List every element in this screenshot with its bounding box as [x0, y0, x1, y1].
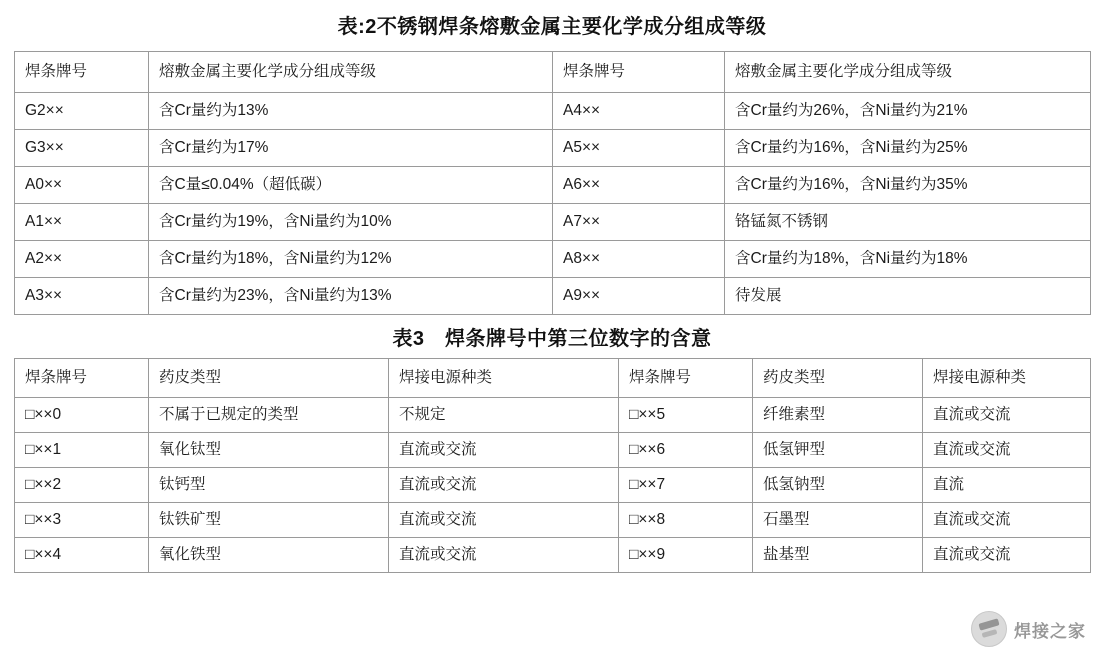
- table-stainless-steel-composition: [14, 51, 1091, 315]
- table-cell: A7××: [553, 204, 725, 241]
- table-cell: □××9: [619, 538, 753, 573]
- table-cell: A5××: [553, 130, 725, 167]
- table-cell: G3××: [15, 130, 149, 167]
- column-header: 焊条牌号: [619, 359, 753, 398]
- table-row: [15, 204, 1091, 241]
- table-row: [15, 241, 1091, 278]
- table-cell: 钛钙型: [149, 468, 389, 503]
- table-cell: □××6: [619, 433, 753, 468]
- table-cell: 含Cr量约为17%: [149, 130, 553, 167]
- table-cell: □××1: [15, 433, 149, 468]
- table-cell: 含Cr量约为18%，含Ni量约为12%: [149, 241, 553, 278]
- table-cell: 直流或交流: [923, 538, 1091, 573]
- table-cell: 待发展: [725, 278, 1091, 315]
- table-cell: 直流或交流: [923, 503, 1091, 538]
- table-row: [15, 278, 1091, 315]
- table-cell: 钛铁矿型: [149, 503, 389, 538]
- table-cell: □××5: [619, 398, 753, 433]
- column-header: 焊接电源种类: [389, 359, 619, 398]
- table-header-row: [15, 359, 1091, 398]
- table-row: [15, 130, 1091, 167]
- welding-logo-icon: [971, 611, 1007, 647]
- table-cell: A6××: [553, 167, 725, 204]
- table-row: [15, 468, 1091, 503]
- column-header: 药皮类型: [149, 359, 389, 398]
- table-cell: A1××: [15, 204, 149, 241]
- table-cell: 直流或交流: [923, 398, 1091, 433]
- table-cell: 不规定: [389, 398, 619, 433]
- column-header: 焊接电源种类: [923, 359, 1091, 398]
- table-cell: 含Cr量约为19%，含Ni量约为10%: [149, 204, 553, 241]
- table-cell: 低氢钾型: [753, 433, 923, 468]
- table-cell: 直流或交流: [389, 433, 619, 468]
- table-row: [15, 538, 1091, 573]
- column-header: 焊条牌号: [15, 359, 149, 398]
- table-cell: 不属于已规定的类型: [149, 398, 389, 433]
- table-cell: 直流或交流: [923, 433, 1091, 468]
- table-cell: 含Cr量约为16%，含Ni量约为25%: [725, 130, 1091, 167]
- table-cell: □××7: [619, 468, 753, 503]
- table-cell: □××0: [15, 398, 149, 433]
- table-third-digit-meaning: [14, 358, 1091, 573]
- watermark-label: 焊接之家: [1014, 621, 1086, 641]
- table-cell: 纤维素型: [753, 398, 923, 433]
- table-cell: 含C量≤0.04%（超低碳）: [149, 167, 553, 204]
- table-cell: A0××: [15, 167, 149, 204]
- table-cell: 低氢钠型: [753, 468, 923, 503]
- table-cell: 含Cr量约为16%，含Ni量约为35%: [725, 167, 1091, 204]
- table-cell: 直流或交流: [389, 468, 619, 503]
- table-cell: □××2: [15, 468, 149, 503]
- table-row: [15, 93, 1091, 130]
- table-cell: A2××: [15, 241, 149, 278]
- table-cell: 含Cr量约为13%: [149, 93, 553, 130]
- table-row: [15, 167, 1091, 204]
- table-cell: 含Cr量约为23%，含Ni量约为13%: [149, 278, 553, 315]
- table-cell: 盐基型: [753, 538, 923, 573]
- table-cell: A8××: [553, 241, 725, 278]
- table-row: [15, 433, 1091, 468]
- table-cell: A9××: [553, 278, 725, 315]
- table-row: [15, 503, 1091, 538]
- column-header: 药皮类型: [753, 359, 923, 398]
- page-title: 表:2不锈钢焊条熔敷金属主要化学成分组成等级: [337, 16, 767, 38]
- table-cell: 含Cr量约为26%，含Ni量约为21%: [725, 93, 1091, 130]
- table-cell: 铬锰氮不锈钢: [725, 204, 1091, 241]
- section-title: 表3 焊条牌号中第三位数字的含意: [392, 328, 712, 350]
- column-header: 熔敷金属主要化学成分组成等级: [725, 52, 1091, 93]
- table-cell: □××8: [619, 503, 753, 538]
- table-cell: 直流: [923, 468, 1091, 503]
- watermark: [971, 611, 1086, 647]
- table-cell: 直流或交流: [389, 503, 619, 538]
- table-cell: A3××: [15, 278, 149, 315]
- column-header: 焊条牌号: [15, 52, 149, 93]
- table-row: [15, 398, 1091, 433]
- table-cell: □××4: [15, 538, 149, 573]
- table-cell: □××3: [15, 503, 149, 538]
- table-cell: 直流或交流: [389, 538, 619, 573]
- table-cell: A4××: [553, 93, 725, 130]
- table-cell: 石墨型: [753, 503, 923, 538]
- table-header-row: [15, 52, 1091, 93]
- table-cell: 氧化钛型: [149, 433, 389, 468]
- table-cell: 含Cr量约为18%，含Ni量约为18%: [725, 241, 1091, 278]
- table-cell: 氧化铁型: [149, 538, 389, 573]
- column-header: 焊条牌号: [553, 52, 725, 93]
- column-header: 熔敷金属主要化学成分组成等级: [149, 52, 553, 93]
- table-cell: G2××: [15, 93, 149, 130]
